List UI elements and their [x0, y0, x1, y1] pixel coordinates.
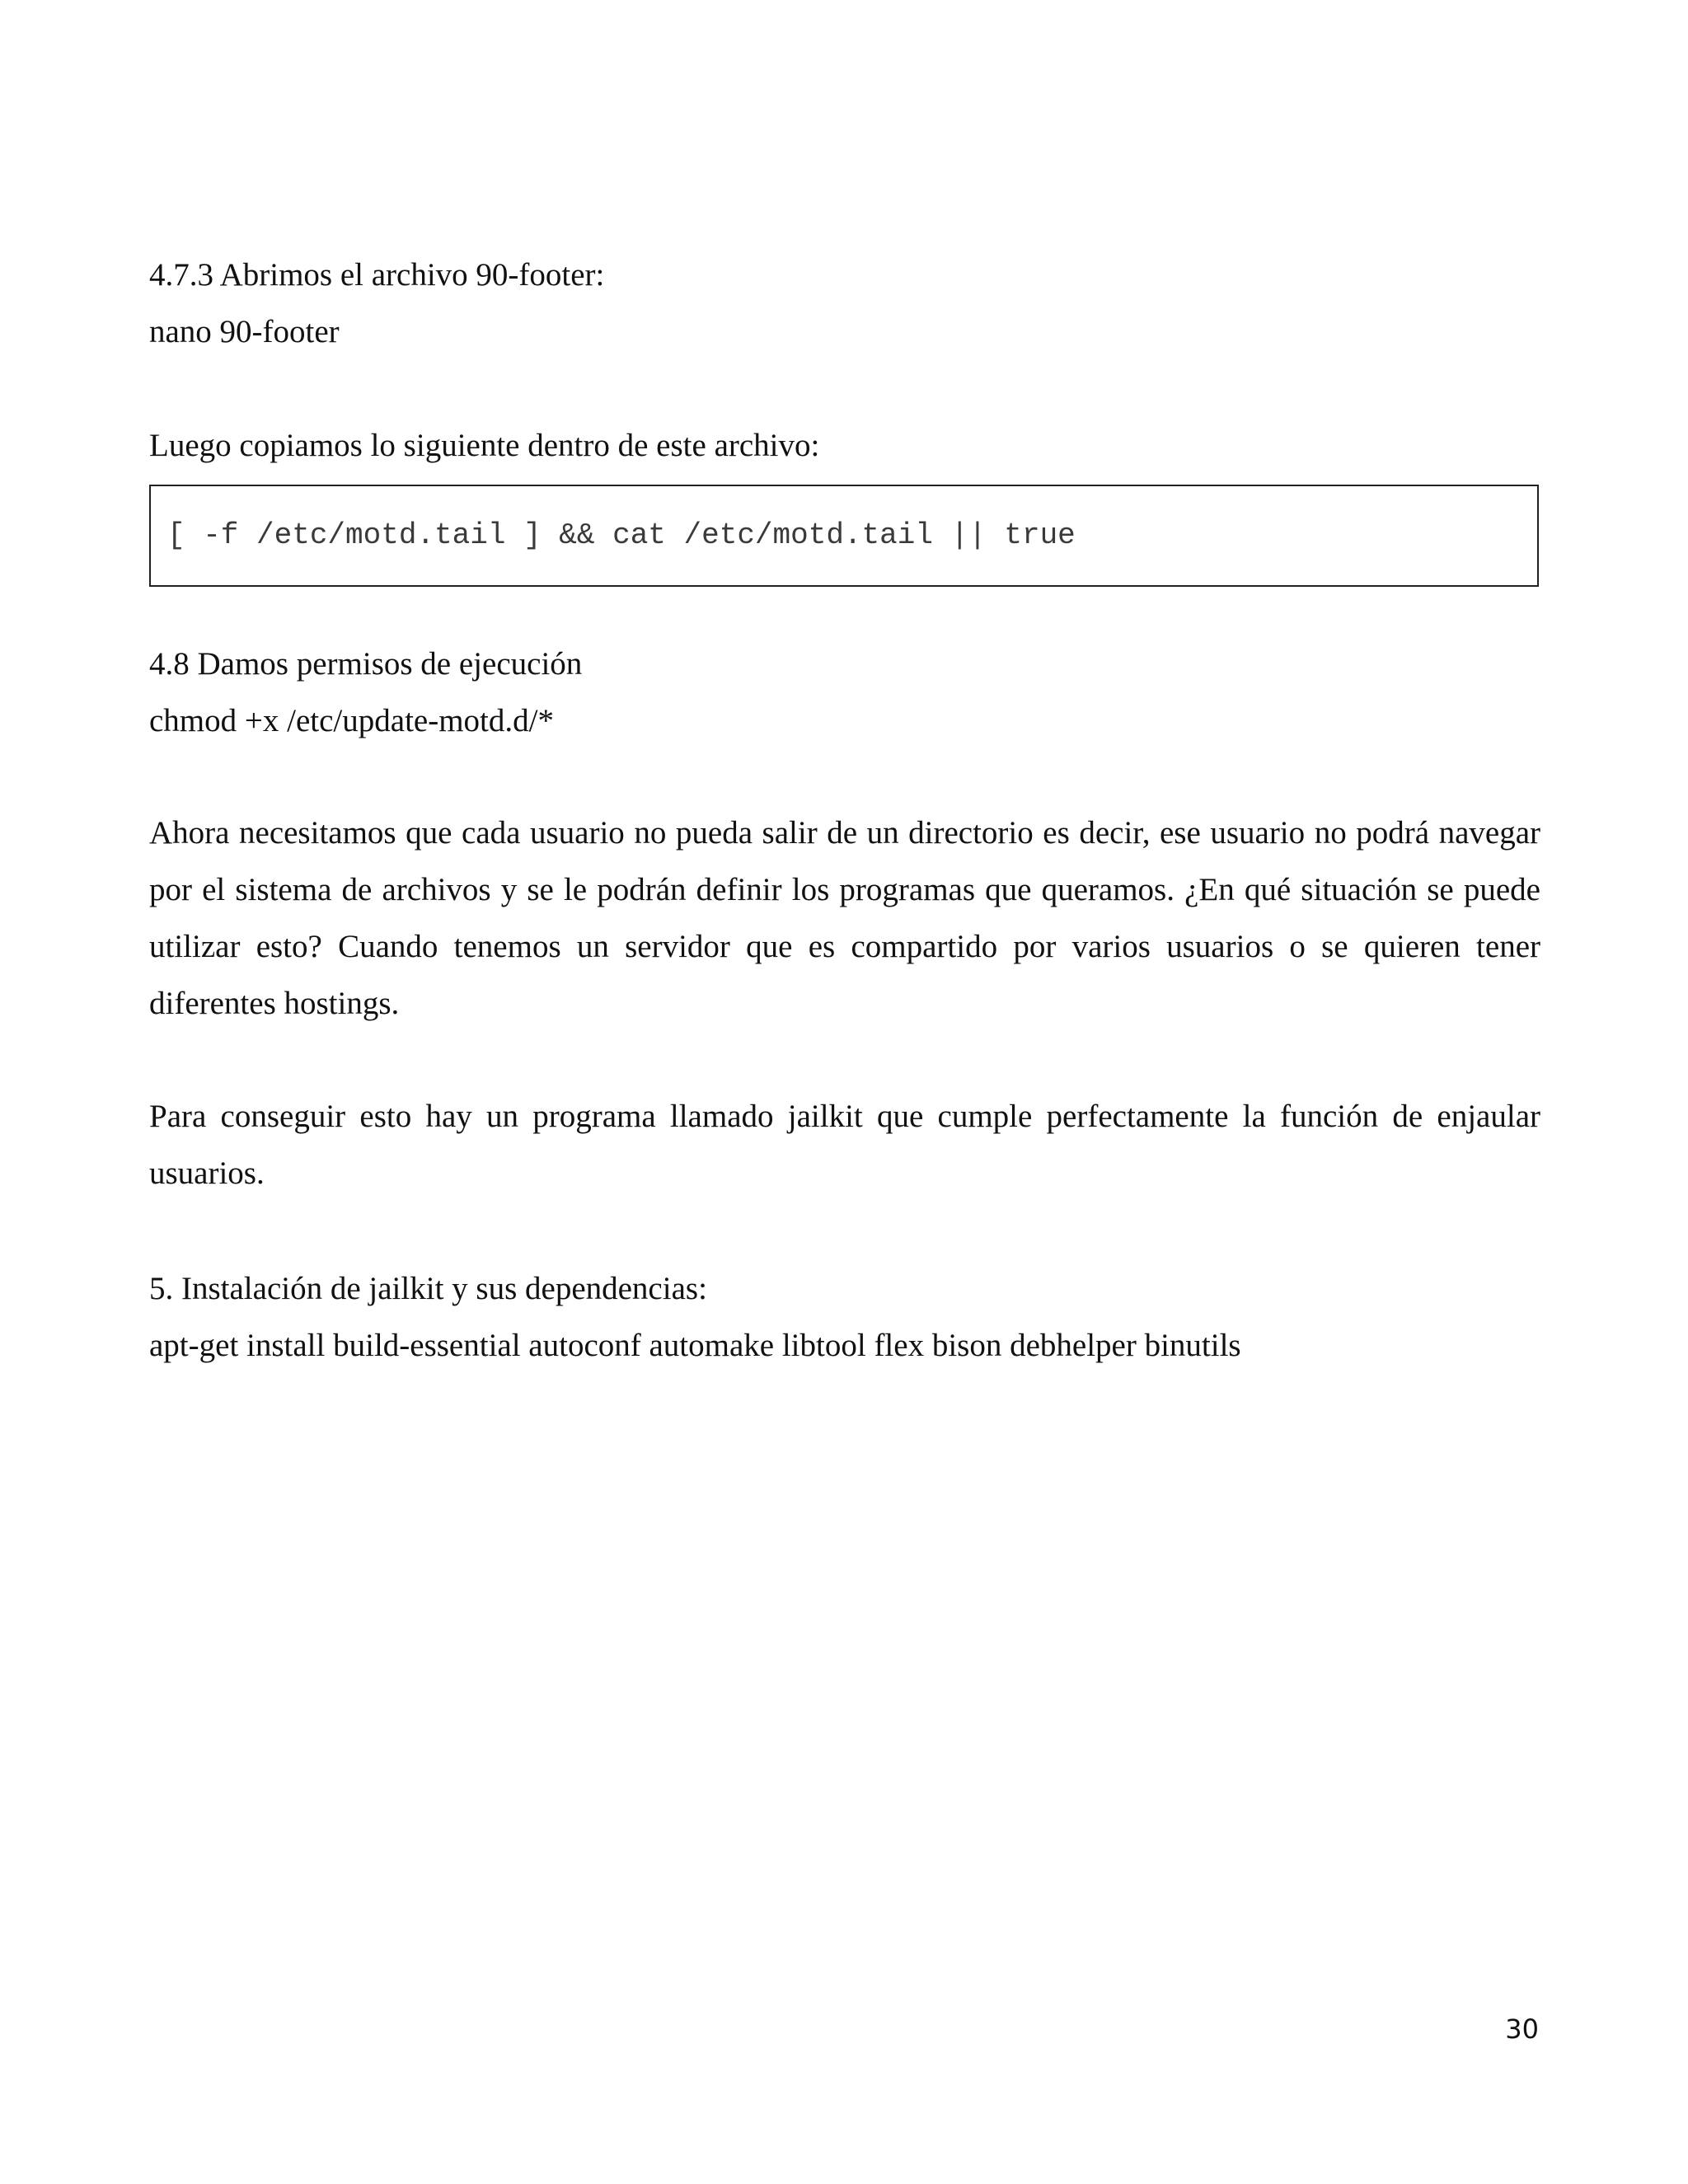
- section-5-heading: 5. Instalación de jailkit y sus dependencias:: [149, 1271, 707, 1306]
- section-4-7-3-heading: 4.7.3 Abrimos el archivo 90-footer:: [149, 257, 605, 293]
- code-block: [149, 485, 1539, 587]
- chmod-command-line: chmod +x /etc/update-motd.d/*: [149, 703, 554, 738]
- apt-get-command-line: apt-get install build-essential autoconf automake libtool flex bison debhelper binutils: [149, 1328, 1241, 1363]
- copy-intro-text: Luego copiamos lo siguiente dentro de este archivo:: [149, 428, 820, 463]
- jailkit-paragraph: Para conseguir esto hay un programa llamado jailkit que cumple perfectamente la función de enjaular usuarios.: [149, 1099, 1540, 1191]
- code-block-text: [ -f /etc/motd.tail ] && cat /etc/motd.tail || true: [167, 518, 1076, 552]
- section-4-8-heading: 4.8 Damos permisos de ejecución: [149, 646, 583, 682]
- page-number: 30: [1505, 2013, 1539, 2045]
- jail-explanation-paragraph: Ahora necesitamos que cada usuario no pueda salir de un directorio es decir, ese usuario no podrá navegar por el sistema de archivos y se le podrán definir los programas que queramos. ¿En qué situación se puede utilizar esto? Cuando tenemos un servidor que es compartido por varios usuarios o se quieren tener diferentes hostings.: [149, 815, 1540, 1021]
- nano-command-line: nano 90-footer: [149, 314, 340, 349]
